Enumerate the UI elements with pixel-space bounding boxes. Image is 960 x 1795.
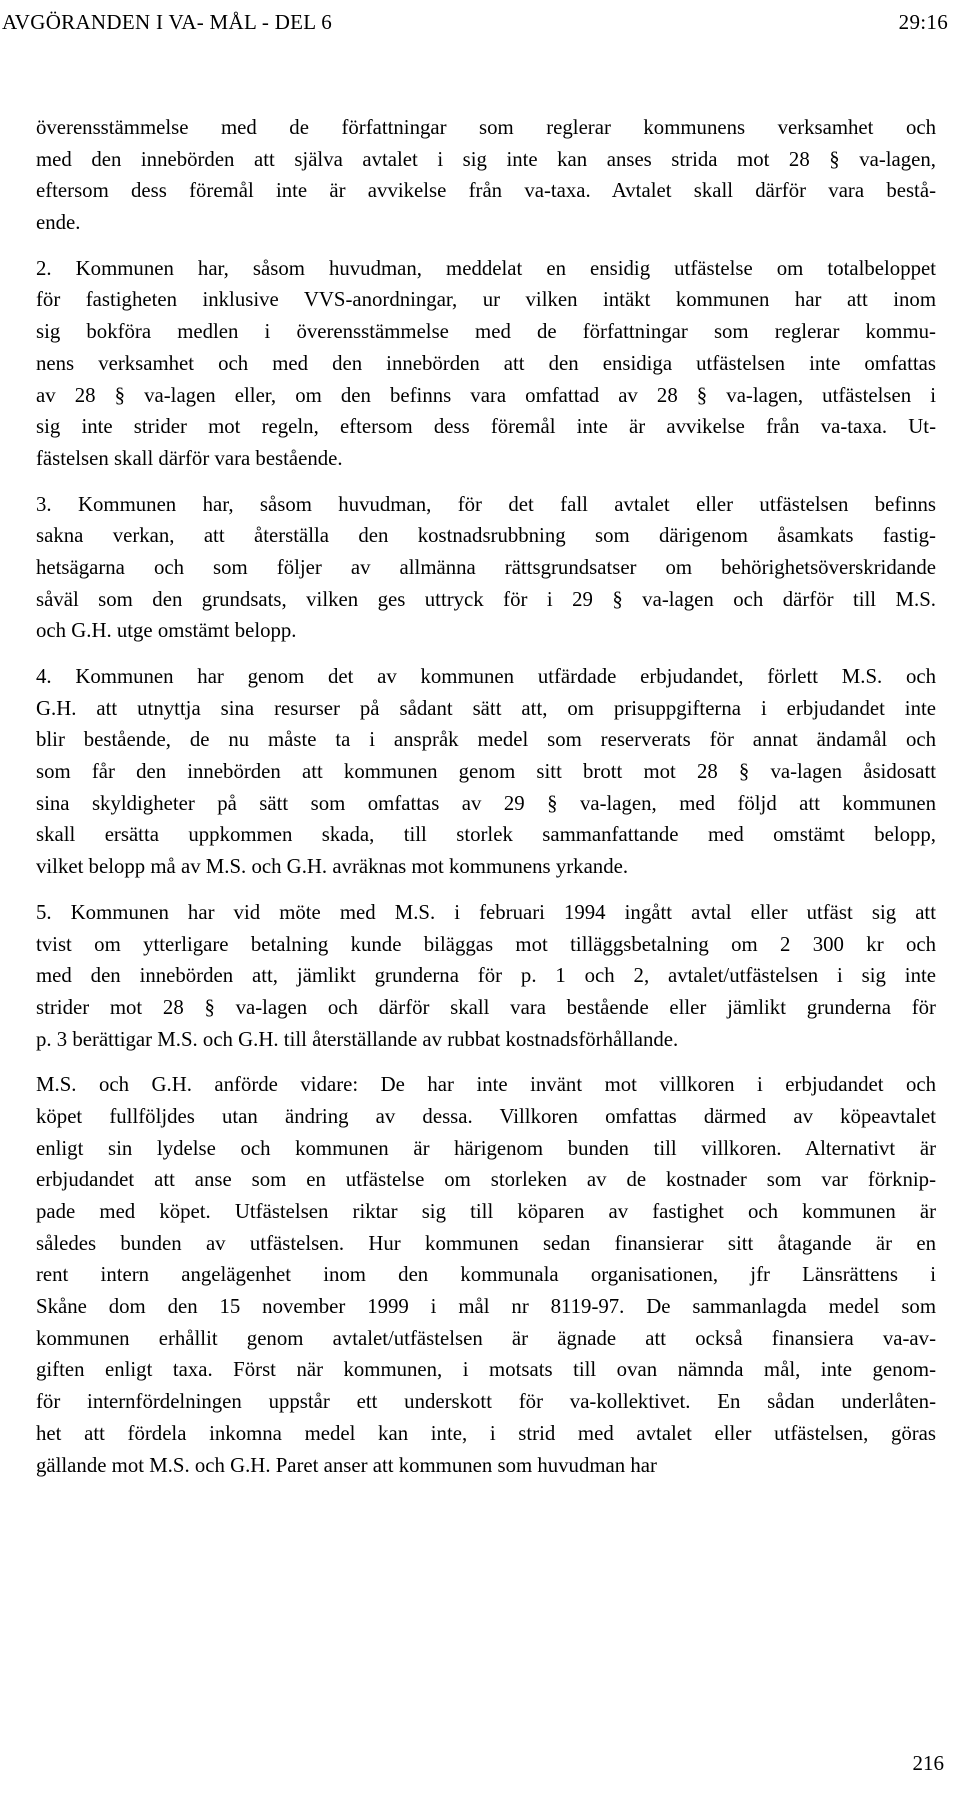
paragraph [36, 489, 936, 647]
text-line: som får den innebörden att kommunen genom sitt brott mot 28 § va-lagen åsidosatt [36, 760, 936, 784]
body-text [36, 112, 936, 1495]
text-line: sig bokföra medlen i överensstämmelse med de författningar som reglerar kommu- [36, 320, 936, 344]
text-line: ende. [36, 211, 81, 235]
paragraph [36, 253, 936, 475]
text-line: vilket belopp må av M.S. och G.H. avräknas mot kommunens yrkande. [36, 855, 629, 879]
text-line: av 28 § va-lagen eller, om den befinns vara omfattad av 28 § va-lagen, utfästelsen i [36, 383, 936, 407]
text-line: för fastigheten inklusive VVS-anordningar, ur vilken intäkt kommunen har att inom [36, 288, 936, 312]
text-line: för internfördelningen uppstår ett underskott för va-kollektivet. En sådan underlåten- [36, 1390, 936, 1414]
text-line: sakna verkan, att återställa den kostnadsrubbning som därigenom åsamkats fastig- [36, 524, 936, 548]
text-line: således bunden av utfästelsen. Hur kommunen sedan finansierar sitt åtagande är en [36, 1231, 936, 1255]
text-line: med den innebörden att själva avtalet i sig inte kan anses strida mot 28 § va-lagen, [36, 147, 936, 171]
text-line: giften enligt taxa. Först när kommunen, i motsats till ovan nämnda mål, inte genom- [36, 1358, 936, 1382]
text-line: och G.H. utge omstämt belopp. [36, 619, 297, 643]
text-line: Skåne dom den 15 november 1999 i mål nr 8119-97. De sammanlagda medel som [36, 1295, 936, 1319]
text-line: 5. Kommunen har vid möte med M.S. i februari 1994 ingått avtal eller utfäst sig att [36, 900, 936, 924]
text-line: kommunen erhållit genom avtalet/utfästelsen är ägnade att också finansiera va-av- [36, 1326, 936, 1350]
text-line: fästelsen skall därför vara bestående. [36, 446, 343, 470]
text-line: rent intern angelägenhet inom den kommunala organisationen, jfr Länsrättens i [36, 1263, 936, 1287]
text-line: eftersom dess föremål inte är avvikelse från va-taxa. Avtalet skall därför vara bestå- [36, 179, 936, 203]
paragraph [36, 661, 936, 883]
text-line: 3. Kommunen har, såsom huvudman, för det fall avtalet eller utfästelsen befinns [36, 492, 936, 516]
text-line: med den innebörden att, jämlikt grunderna för p. 1 och 2, avtalet/utfästelsen i sig inte [36, 964, 936, 988]
text-line: strider mot 28 § va-lagen och därför skall vara bestående eller jämlikt grunderna för [36, 995, 936, 1019]
text-line: hetsägarna och som följer av allmänna rättsgrundsatser om behörighetsöverskridande [36, 555, 936, 579]
text-line: pade med köpet. Utfästelsen riktar sig till köparen av fastighet och kommunen är [36, 1200, 936, 1223]
text-line: 2. Kommunen har, såsom huvudman, meddelat en ensidig utfästelse om totalbeloppet [36, 256, 936, 280]
text-line: blir bestående, de nu måste ta i anspråk medel som reserverats för annat ändamål och [36, 728, 936, 752]
text-line: M.S. och G.H. anförde vidare: De har inte invänt mot villkoren i erbjudandet och [36, 1073, 936, 1097]
text-line: köpet fullföljdes utan ändring av dessa. Villkoren omfattas därmed av köpeavtalet [36, 1104, 936, 1128]
text-line: erbjudandet att anse som en utfästelse om storleken av de kostnader som var förknip- [36, 1168, 936, 1192]
header-title: AVGÖRANDEN I VA- MÅL - DEL 6 [2, 10, 333, 34]
text-line: överensstämmelse med de författningar som reglerar kommunens verksamhet och [36, 116, 936, 139]
text-line: nens verksamhet och med den innebörden att den ensidiga utfästelsen inte omfattas [36, 351, 936, 375]
text-line: enligt sin lydelse och kommunen är härigenom bunden till villkoren. Alternativt är [36, 1136, 936, 1160]
paragraph [36, 1069, 936, 1481]
header-section-number: 29:16 [898, 10, 948, 34]
page-number: 216 [912, 1751, 944, 1775]
text-line: såväl som den grundsats, vilken ges uttryck för i 29 § va-lagen och därför till M.S. [36, 587, 936, 611]
text-line: p. 3 berättigar M.S. och G.H. till återställande av rubbat kostnadsförhållande. [36, 1027, 679, 1051]
text-line: gällande mot M.S. och G.H. Paret anser att kommunen som huvudman har [36, 1453, 657, 1477]
text-line: het att fördela inkomna medel kan inte, i strid med avtalet eller utfästelsen, göras [36, 1421, 936, 1445]
text-line: 4. Kommunen har genom det av kommunen utfärdade erbjudandet, förlett M.S. och [36, 665, 936, 688]
paragraph [36, 897, 936, 1055]
paragraph [36, 112, 936, 239]
text-line: tvist om ytterligare betalning kunde biläggas mot tilläggsbetalning om 2 300 kr och [36, 932, 936, 956]
text-line: G.H. att utnyttja sina resurser på sådant sätt att, om prisuppgifterna i erbjudandet inte [36, 696, 936, 720]
text-line: sig inte strider mot regeln, eftersom dess föremål inte är avvikelse från va-taxa. Ut- [36, 415, 936, 439]
running-header [2, 4, 948, 40]
text-line: sina skyldigheter på sätt som omfattas av 29 § va-lagen, med följd att kommunen [36, 791, 936, 815]
text-line: skall ersätta uppkommen skada, till storlek sammanfattande med omstämt belopp, [36, 823, 936, 847]
